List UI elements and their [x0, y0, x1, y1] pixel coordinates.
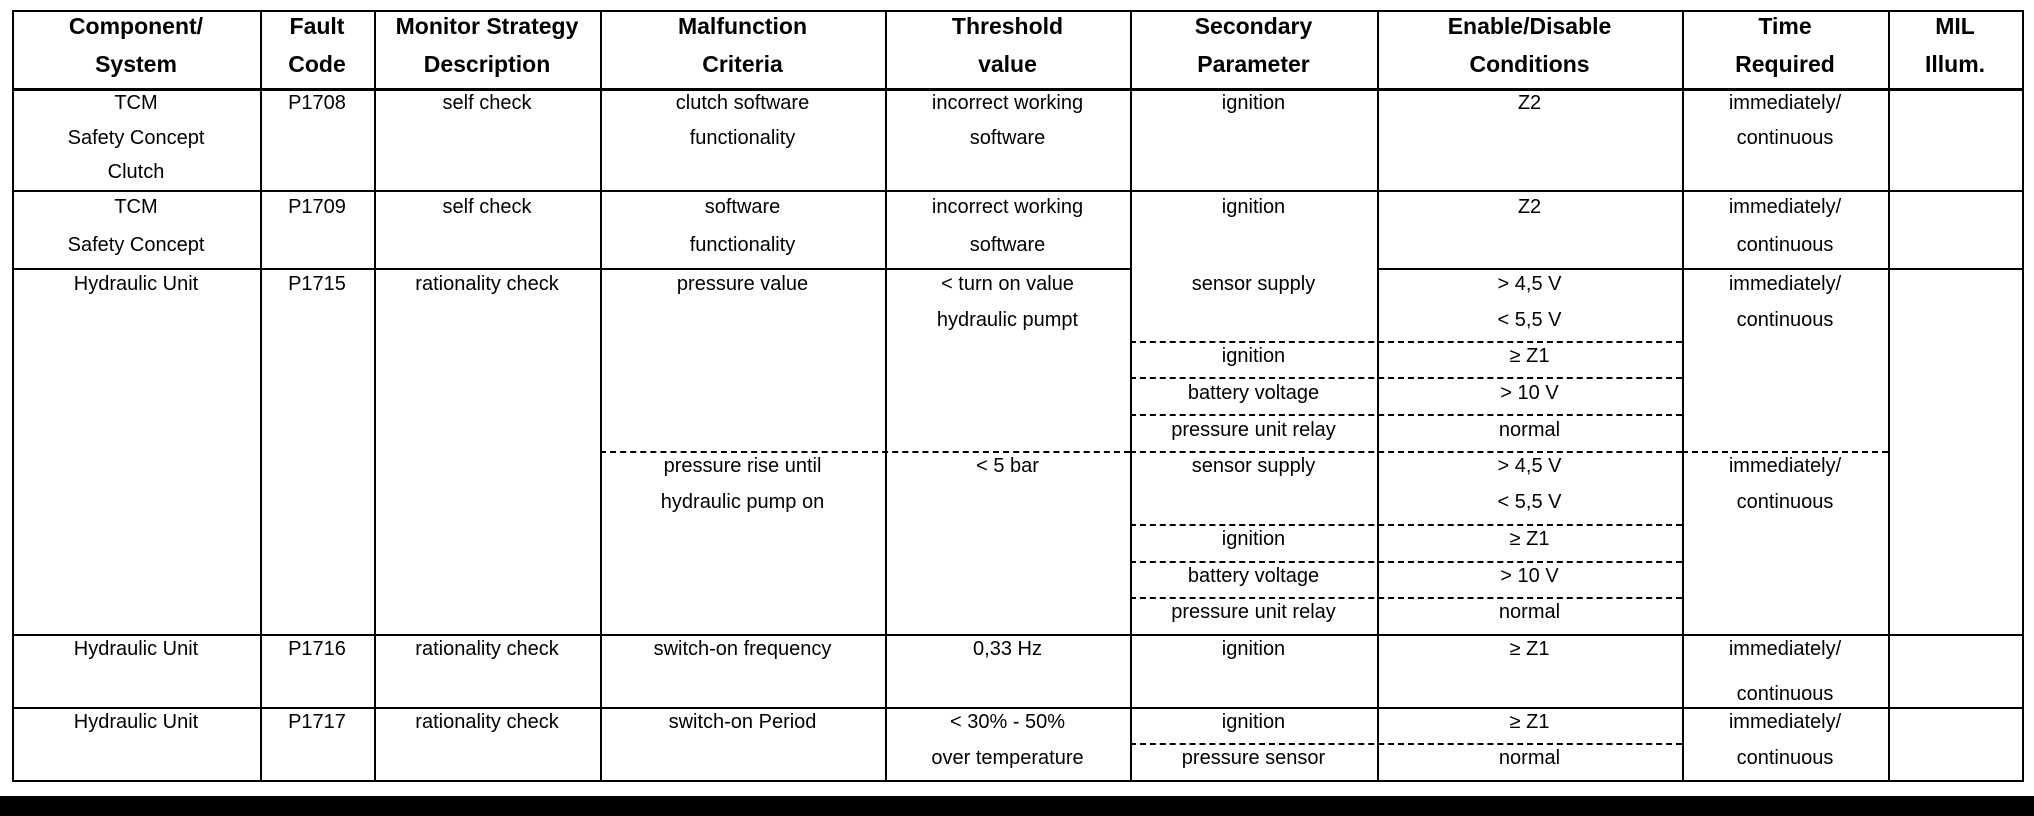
dashed-row-divider [1130, 377, 1682, 379]
table-cell: hydraulic pumpt [936, 309, 1079, 331]
table-cell: clutch software [675, 92, 810, 114]
table-right-border [2022, 10, 2024, 780]
dashed-row-divider [1682, 451, 1888, 453]
table-cell: software [704, 196, 781, 218]
table-cell: pressure sensor [1181, 747, 1326, 769]
column-header: Component/ [68, 13, 204, 39]
table-cell: < 5 bar [976, 455, 1039, 477]
table-cell: immediately/ [1728, 455, 1842, 477]
column-header: MIL [1935, 13, 1975, 39]
table-top-border [12, 10, 2022, 12]
table-cell: ignition [1221, 345, 1286, 367]
table-cell: sensor supply [1191, 455, 1316, 477]
table-cell: ≥ Z1 [1509, 638, 1550, 660]
table-cell: immediately/ [1728, 638, 1842, 660]
column-header: Monitor Strategy [395, 13, 579, 39]
table-cell: > 10 V [1500, 565, 1559, 587]
table-cell: sensor supply [1191, 273, 1316, 295]
table-cell: immediately/ [1728, 196, 1842, 218]
table-cell: continuous [1736, 234, 1834, 256]
column-divider [260, 10, 262, 780]
column-header: Parameter [1197, 51, 1310, 77]
table-cell: incorrect working [931, 92, 1084, 114]
row-divider [12, 707, 2022, 709]
table-cell: functionality [689, 234, 796, 256]
table-cell: Hydraulic Unit [73, 273, 199, 295]
table-cell: Safety Concept [67, 127, 205, 149]
table-cell: normal [1498, 747, 1561, 769]
row-divider [1377, 268, 2022, 270]
column-header: value [978, 51, 1037, 77]
column-divider [1130, 10, 1132, 780]
table-cell: self check [442, 196, 532, 218]
column-divider [885, 10, 887, 780]
table-cell: self check [442, 92, 532, 114]
dashed-row-divider [1130, 451, 1682, 453]
table-cell: ignition [1221, 196, 1286, 218]
table-cell: software [969, 127, 1046, 149]
dashed-row-divider [1130, 524, 1682, 526]
column-divider [1888, 10, 1890, 780]
table-cell: functionality [689, 127, 796, 149]
row-divider [12, 190, 2022, 192]
table-cell: P1716 [288, 638, 346, 660]
table-cell: over temperature [931, 747, 1084, 769]
table-cell: ignition [1221, 638, 1286, 660]
table-cell: Clutch [107, 161, 165, 183]
table-cell: continuous [1736, 309, 1834, 331]
column-divider [1682, 10, 1684, 780]
table-cell: < turn on value [941, 273, 1074, 295]
table-cell: ignition [1221, 92, 1286, 114]
table-cell: hydraulic pump on [660, 491, 825, 513]
column-header: Threshold [951, 13, 1064, 39]
table-cell: P1715 [288, 273, 346, 295]
table-cell: battery voltage [1187, 382, 1320, 404]
table-cell: TCM [114, 92, 158, 114]
column-header: Required [1735, 51, 1835, 77]
table-cell: < 30% - 50% [949, 711, 1066, 733]
table-cell: continuous [1736, 127, 1834, 149]
column-divider [1377, 10, 1379, 780]
table-cell: rationality check [415, 273, 559, 295]
table-cell: pressure value [676, 273, 809, 295]
column-header: Description [423, 51, 551, 77]
column-header: Criteria [702, 51, 783, 77]
table-cell: > 4,5 V [1497, 455, 1562, 477]
row-divider [12, 268, 1130, 270]
table-cell: battery voltage [1187, 565, 1320, 587]
page-footer-bar [0, 796, 2034, 816]
table-cell: switch-on frequency [653, 638, 832, 660]
table-cell: pressure unit relay [1171, 601, 1336, 623]
dashed-row-divider [1130, 341, 1682, 343]
column-divider [374, 10, 376, 780]
table-cell: > 4,5 V [1497, 273, 1562, 295]
column-divider [600, 10, 602, 780]
dashed-row-divider [600, 451, 1130, 453]
column-header: Enable/Disable [1447, 13, 1612, 39]
column-header: Secondary [1194, 13, 1313, 39]
table-cell: P1708 [288, 92, 346, 114]
table-cell: software [969, 234, 1046, 256]
table-cell: ≥ Z1 [1509, 711, 1550, 733]
dashed-row-divider [1130, 561, 1682, 563]
table-cell: normal [1498, 601, 1561, 623]
table-cell: immediately/ [1728, 711, 1842, 733]
table-cell: < 5,5 V [1497, 491, 1562, 513]
table-cell: immediately/ [1728, 92, 1842, 114]
table-cell: Hydraulic Unit [73, 711, 199, 733]
table-cell: normal [1498, 419, 1561, 441]
table-cell: Safety Concept [67, 234, 205, 256]
table-cell: P1717 [288, 711, 346, 733]
column-header: Fault [289, 13, 345, 39]
table-cell: incorrect working [931, 196, 1084, 218]
dashed-row-divider [1130, 597, 1682, 599]
table-cell: switch-on Period [668, 711, 817, 733]
table-cell: < 5,5 V [1497, 309, 1562, 331]
table-cell: pressure rise until [663, 455, 822, 477]
row-divider [12, 634, 2022, 636]
table-cell: continuous [1736, 491, 1834, 513]
table-cell: Z2 [1517, 196, 1542, 218]
table-cell: rationality check [415, 711, 559, 733]
table-cell: continuous [1736, 747, 1834, 769]
table-cell: ignition [1221, 711, 1286, 733]
column-header: Conditions [1469, 51, 1590, 77]
table-cell: immediately/ [1728, 273, 1842, 295]
table-cell: ignition [1221, 528, 1286, 550]
table-cell: Z2 [1517, 92, 1542, 114]
table-cell: > 10 V [1500, 382, 1559, 404]
table-cell: continuous [1736, 683, 1834, 705]
dashed-row-divider [1130, 414, 1682, 416]
table-left-border [12, 10, 14, 780]
table-bottom-border [12, 780, 2024, 782]
table-cell: ≥ Z1 [1509, 528, 1550, 550]
dashed-row-divider [1130, 743, 1682, 745]
table-cell: P1709 [288, 196, 346, 218]
column-header: Malfunction [677, 13, 808, 39]
table-cell: rationality check [415, 638, 559, 660]
table-cell: TCM [114, 196, 158, 218]
table-cell: 0,33 Hz [973, 638, 1042, 660]
table-cell: pressure unit relay [1171, 419, 1336, 441]
column-header: Illum. [1924, 51, 1986, 77]
column-header: System [95, 51, 177, 77]
table-cell: Hydraulic Unit [73, 638, 199, 660]
column-header: Time [1758, 13, 1812, 39]
column-header: Code [288, 51, 346, 77]
table-cell: ≥ Z1 [1509, 345, 1550, 367]
